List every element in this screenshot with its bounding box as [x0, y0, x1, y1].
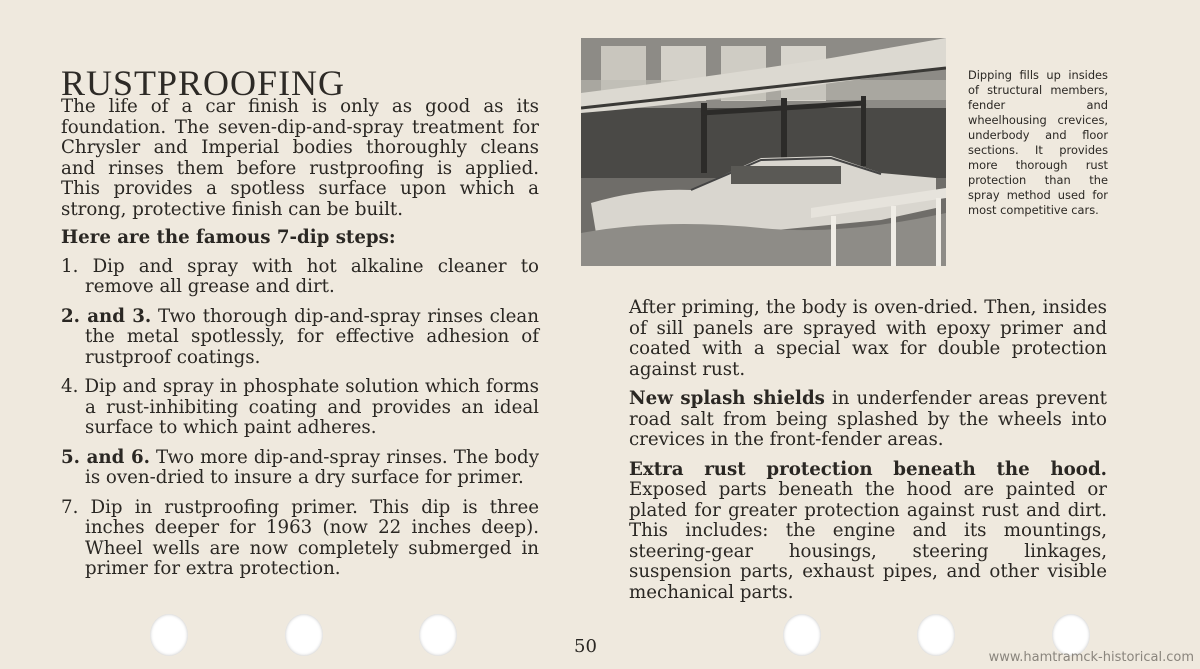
watermark: www.hamtramck-historical.com — [988, 650, 1194, 665]
priming-paragraph: After priming, the body is oven-dried. Then, insides of sill panels are sprayed with epoxy primer and coated with a special wax for double protection against rust. — [629, 297, 1107, 380]
hood-protection-heading: Extra rust protection beneath the hood. — [629, 458, 1107, 480]
binder-hole — [285, 614, 323, 656]
splash-shields-text: in underfender areas prevent road salt from being splashed by the wheels into crevices in the front-fender areas. — [629, 388, 1107, 450]
page-number: 50 — [574, 636, 597, 657]
binder-hole — [150, 614, 188, 656]
step-text: Dip and spray in phosphate solution which forms a rust-inhibiting coating and provides an ideal surface to which paint adheres. — [84, 376, 539, 438]
right-column — [629, 298, 1107, 612]
page-title: RUSTPROOFING — [61, 63, 346, 104]
step-number: 1. — [61, 255, 79, 277]
step-number: 2. and 3. — [61, 305, 152, 327]
hood-protection-paragraph — [629, 460, 1107, 604]
binder-hole — [917, 614, 955, 656]
step-number: 4. — [61, 376, 79, 397]
step-item — [61, 448, 539, 489]
step-text: Dip in rustproofing primer. This dip is three inches deeper for 1963 (now 22 inches deep). Wheel wells are now completely submerged in primer for extra protection. — [85, 496, 539, 579]
step-item — [61, 498, 539, 580]
left-column — [61, 97, 539, 589]
step-text: Two more dip-and-spray rinses. The body is oven-dried to insure a dry surface for primer. — [85, 446, 539, 488]
step-item — [61, 257, 539, 298]
step-number: 5. and 6. — [61, 446, 150, 468]
splash-shields-heading: New splash shields — [629, 388, 825, 409]
step-item — [61, 307, 539, 369]
car-dipping-illustration — [581, 38, 946, 266]
splash-shields-paragraph — [629, 389, 1107, 451]
dip-tank-photo — [581, 38, 946, 266]
step-number: 7. — [61, 496, 79, 518]
step-text: Two thorough dip-and-spray rinses clean the metal spotlessly, for effective adhesion of rustproof coatings. — [85, 305, 539, 368]
steps-heading: Here are the famous 7-dip steps: — [61, 227, 396, 248]
step-item — [61, 377, 539, 439]
binder-hole — [783, 614, 821, 656]
step-text: Dip and spray with hot alkaline cleaner to remove all grease and dirt. — [85, 255, 539, 297]
binder-hole — [419, 614, 457, 656]
intro-paragraph: The life of a car finish is only as good as its foundation. The seven-dip-and-spray treatment for Chrysler and Imperial bodies thoroughly cleans and rinses them before rustproofing is applied. This provides a spotless surface upon which a strong, protective finish can be built. — [61, 96, 539, 220]
photo-caption: Dipping fills up insides of structural members, fender and wheelhousing crevices, underbody and floor sections. It provides more thorough rust protection than the spray method used for most competitive cars. — [968, 68, 1108, 217]
hood-protection-text: Exposed parts beneath the hood are painted or plated for greater protection against rust and dirt. This includes: the engine and its mountings, steering-gear housings, steering linkages, suspension parts, exhaust pipes, and other visible mechanical parts. — [629, 479, 1107, 603]
